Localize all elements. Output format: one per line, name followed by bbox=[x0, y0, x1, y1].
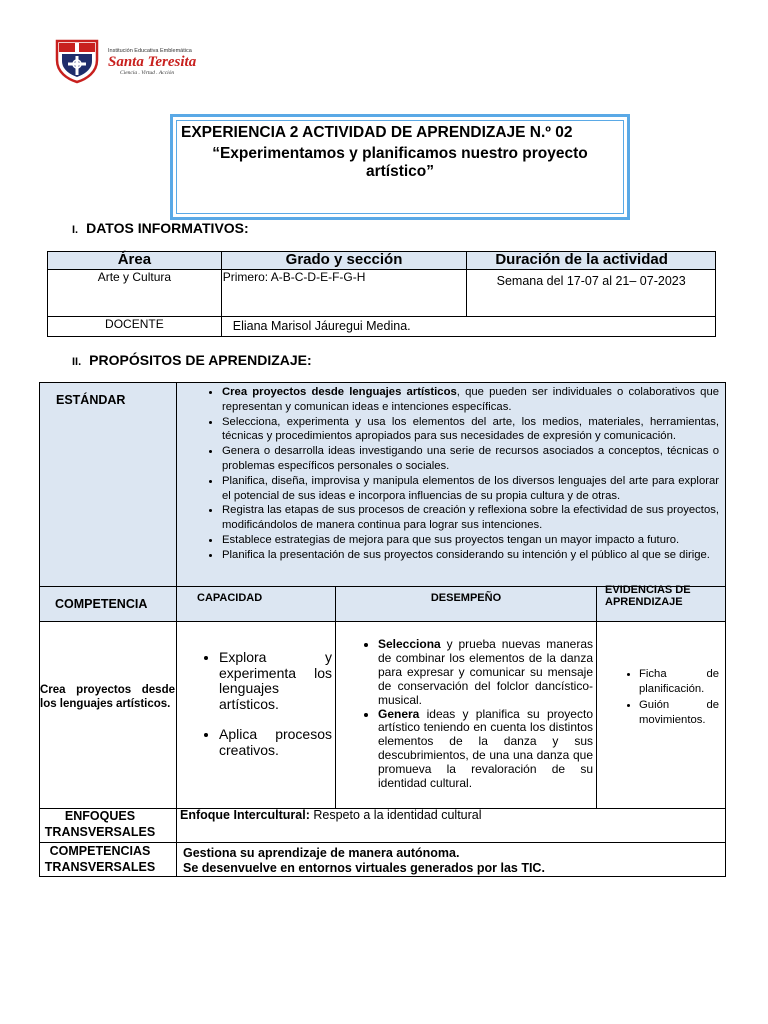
docente-value: Eliana Marisol Jáuregui Medina. bbox=[221, 317, 715, 337]
capacidad-header: CAPACIDAD bbox=[197, 592, 263, 604]
list-item: • Registra las etapas de sus procesos de creación y reflexiona sobre la efectividad de sus proyectos, modificándolos de manera continua para lograr sus intenciones. bbox=[221, 503, 719, 533]
list-item: • Guión de movimientos. bbox=[639, 698, 719, 727]
list-item: • Selecciona, experimenta y usa los elementos del arte, los medios, materiales, herramientas, técnicas y procedimientos apropiados para sus necesidades de expresión y comunicación. bbox=[221, 415, 719, 445]
list-item: • Ficha de planificación. bbox=[639, 667, 719, 696]
list-item: • Genera ideas y planifica su proyecto artístico teniendo en cuenta los distintos elementos de la danza y sus descubrimientos, de una una danza que promueva la revaloración de su identidad cultural. bbox=[378, 708, 593, 791]
list-item: • Establece estrategias de mejora para que sus proyectos tengan un mayor impacto a futuro. bbox=[221, 533, 719, 548]
school-logo bbox=[54, 38, 214, 84]
capacidades-list bbox=[177, 650, 332, 758]
header-duracion: Duración de la actividad bbox=[467, 252, 716, 270]
propositos-table bbox=[39, 382, 726, 877]
logo-school-name: Santa Teresita bbox=[108, 54, 197, 70]
activity-subtitle: “Experimentamos y planificamos nuestro proyecto artístico” bbox=[212, 145, 588, 180]
competencia-transversal-1: Gestiona su aprendizaje de manera autónoma. bbox=[183, 846, 460, 860]
list-item: • Planifica la presentación de sus proyectos considerando su intención y el público al que se dirige. bbox=[221, 548, 719, 563]
list-item: • Crea proyectos desde lenguajes artísticos, que pueden ser individuales o colaborativos que representan y comunican ideas e intenciones específicas. bbox=[221, 385, 719, 415]
list-item: • Aplica procesos creativos. bbox=[219, 727, 332, 758]
evidencias-list bbox=[597, 667, 719, 727]
competencias-transversales-label: COMPETENCIAS TRANSVERSALES bbox=[44, 843, 156, 874]
competencia-header: COMPETENCIA bbox=[55, 597, 148, 611]
estandar-list bbox=[177, 385, 719, 563]
grado-value: Primero: A-B-C-D-E-F-G-H bbox=[221, 270, 467, 317]
enfoques-label: ENFOQUES TRANSVERSALES bbox=[44, 808, 156, 839]
header-area: Área bbox=[48, 252, 222, 270]
logo-line1: Institución Educativa Emblemática bbox=[108, 48, 192, 54]
competencia-value: Crea proyectos desde los lenguajes artísticos. bbox=[40, 684, 175, 710]
enfoque-value: Enfoque Intercultural: Respeto a la identidad cultural bbox=[180, 808, 482, 822]
desempeno-header: DESEMPEÑO bbox=[430, 592, 502, 604]
section-propositos-heading: II. PROPÓSITOS DE APRENDIZAJE: bbox=[72, 352, 312, 368]
section-datos-heading: I. DATOS INFORMATIVOS: bbox=[72, 220, 249, 236]
datos-table bbox=[47, 251, 716, 337]
competencia-transversal-2: Se desenvuelve en entornos virtuales generados por las TIC. bbox=[183, 861, 545, 875]
estandar-label: ESTÁNDAR bbox=[56, 393, 126, 407]
duracion-value: Semana del 17-07 al 21– 07-2023 bbox=[496, 274, 686, 288]
header-grado: Grado y sección bbox=[221, 252, 467, 270]
list-item: • Explora y experimenta los lenguajes artísticos. bbox=[219, 650, 332, 712]
list-item: • Planifica, diseña, improvisa y manipula elementos de los diversos lenguajes del arte para explorar el potencial de sus ideas e incorpora influencias de su propia cultura y de otras. bbox=[221, 474, 719, 504]
desempenos-list bbox=[336, 638, 593, 791]
docente-label: DOCENTE bbox=[48, 317, 222, 337]
activity-title: EXPERIENCIA 2 ACTIVIDAD DE APRENDIZAJE N.º 02 bbox=[181, 124, 573, 141]
list-item: • Selecciona y prueba nuevas maneras de combinar los elementos de la danza para expresar y comunicar su mensaje de conservación del folclor dancístico-musical. bbox=[378, 638, 593, 708]
area-value: Arte y Cultura bbox=[48, 270, 222, 317]
list-item: • Genera o desarrolla ideas investigando una serie de recursos asociados a conceptos, técnicas o problemas específicos personales o sociales. bbox=[221, 444, 719, 474]
logo-motto: Ciencia . Virtud . Acción bbox=[120, 70, 175, 76]
school-shield-icon bbox=[54, 38, 100, 84]
evidencias-header: EVIDENCIAS DE APRENDIZAJE bbox=[605, 584, 691, 608]
